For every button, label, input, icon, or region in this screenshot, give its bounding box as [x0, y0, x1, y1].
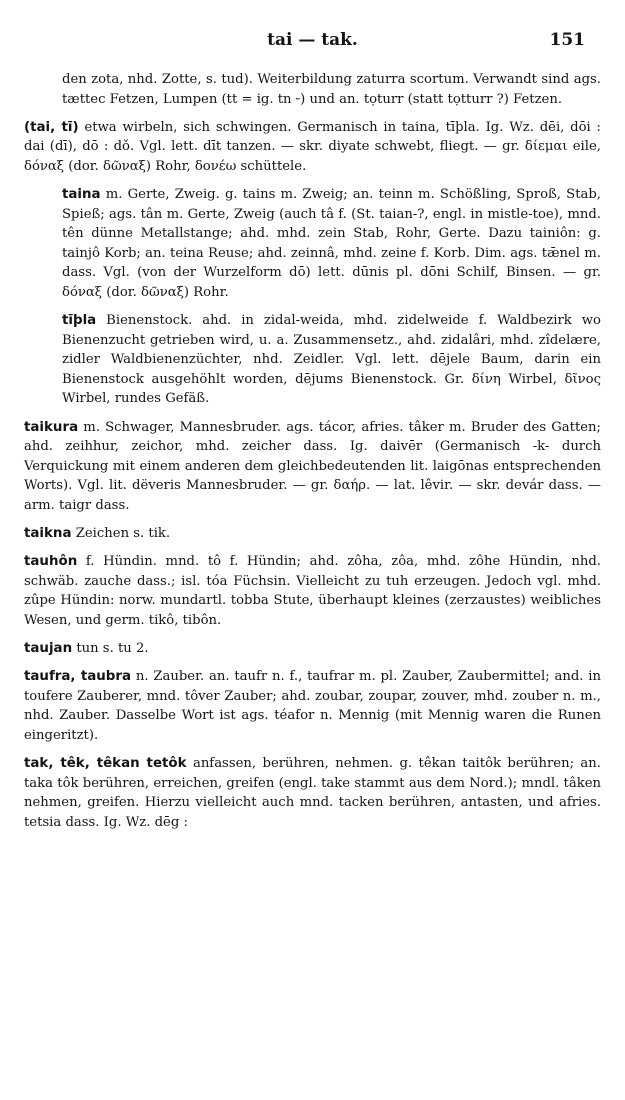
entry-taikna	[24, 524, 601, 544]
entry-text: m. Schwager, Mannesbruder. ags. tácor, afries. tâker m. Bruder des Gatten; ahd. zeihhur, zeichor, mhd. zeicher dass. Ig. daivēr (Germanisch -k- durch Verquickung mit einem anderen dem gleichbedeutenden lit. laigōnas entsprechenden Worts). Vgl. lit. dëveris Mannesbruder. — gr. δαήρ. — lat. lêvir. — skr. devár dass. — arm. taigr dass.	[24, 419, 601, 513]
entries	[24, 70, 601, 832]
page-number: 151	[549, 30, 585, 50]
headword: (tai, tī)	[24, 119, 79, 135]
entry-taina	[24, 185, 601, 303]
entry-tai	[24, 118, 601, 177]
headword: taufra, taubra	[24, 669, 132, 685]
headword: tīþla	[62, 313, 97, 329]
entry-text: tun s. tu 2.	[72, 640, 149, 656]
entry-text: Zeichen s. tik.	[71, 525, 171, 541]
headword: taikura	[24, 419, 79, 435]
entry-text: n. Zauber. an. taufr n. f., taufrar m. pl. Zauber, Zaubermittel; and. in toufere Zauberer, mnd. tôver Zauber; ahd. zoubar, zoupar, zouver, mhd. zouber n. m., nhd. Zauber. Dasselbe Wort ist ags. téafor n. Mennig (mit Mennig waren die Runen eingeritzt).	[24, 669, 601, 743]
headword: taujan	[24, 640, 73, 656]
entry-text: Bienenstock. ahd. in zidal-weida, mhd. zidelweide f. Waldbezirk wo Bienenzucht getrieben wird, u. a. Zusammensetz., ahd. zidalâri, mhd. zîdelære, zidler Waldbienenzüchter, nhd. Zeidler. Vgl. lett. dējele Baum, darin ein Bienenstock ausgehöhlt worden, dējums Bienenstock. Gr. δίνη Wirbel, δῖνος Wirbel, rundes Gefäß.	[62, 313, 601, 407]
headword: taikna	[24, 525, 72, 541]
headword: taina	[62, 186, 101, 202]
entry-tipla	[24, 311, 601, 409]
entry-taikura	[24, 418, 601, 516]
entry-taujan	[24, 639, 601, 659]
entry-continuation	[24, 70, 601, 109]
entry-tak	[24, 754, 601, 832]
entry-taufra	[24, 667, 601, 745]
headword: tak, têk, têkan tetôk	[24, 755, 187, 771]
entry-text: anfassen, berühren, nehmen. g. têkan taitôk berühren; an. taka tôk berühren, erreichen, greifen (engl. take stammt aus dem Nord.); mndl. tâken nehmen, greifen. Hierzu vielleicht auch mnd. tacken berühren, antasten, und afries. tetsia dass. Ig. Wz. dēg :	[24, 755, 601, 830]
entry-tauhon	[24, 552, 601, 630]
entry-text: den zota, nhd. Zotte, s. tud). Weiterbildung zaturra scortum. Verwandt sind ags. tættec Fetzen, Lumpen (tt = ig. tn ⏑) und an. tọturr (statt tọtturr ?) Fetzen.	[62, 72, 601, 107]
headword: tauhôn	[24, 554, 78, 570]
entry-text: etwa wirbeln, sich schwingen. Germanisch in taina, tīþla. Ig. Wz. dēi, dōi : dai (dī), dō : dǒ. Vgl. lett. dīt tanzen. — skr. diyate schwebt, fliegt. — gr. δίεμαι eile, δόναξ (dor. δῶναξ) Rohr, δονέω schüttele.	[24, 119, 601, 174]
page-title: tai — tak.	[267, 30, 358, 50]
page-header	[24, 30, 601, 60]
entry-text: f. Hündin. mnd. tô f. Hündin; ahd. zôha, zôa, mhd. zôhe Hündin, nhd. schwäb. zauche dass.; isl. tóa Füchsin. Vielleicht zu tuh erzeugen. Jedoch vgl. mhd. zûpe Hündin: norw. mundartl. tobba Stute, überhaupt kleines (zerzaustes) weibliches Wesen, und germ. tikô, tibôn.	[24, 554, 601, 628]
entry-text: m. Gerte, Zweig. g. tains m. Zweig; an. teinn m. Schößling, Sproß, Stab, Spieß; ags. tân m. Gerte, Zweig (auch tâ f. (St. taian-?, engl. in mistle-toe), mnd. tên dünne Metallstange; ahd. mhd. zein Stab, Rohr, Gerte. Dazu tainiôn: g. tainjô Korb; an. teina Reuse; ahd. zeinnâ, mhd. zeine f. Korb. Dim. ags. tǣnel m. dass. Vgl. (von der Wurzelform dō) lett. dūnis pl. dōni Schilf, Binsen. — gr. δόναξ (dor. δῶναξ) Rohr.	[62, 186, 601, 300]
